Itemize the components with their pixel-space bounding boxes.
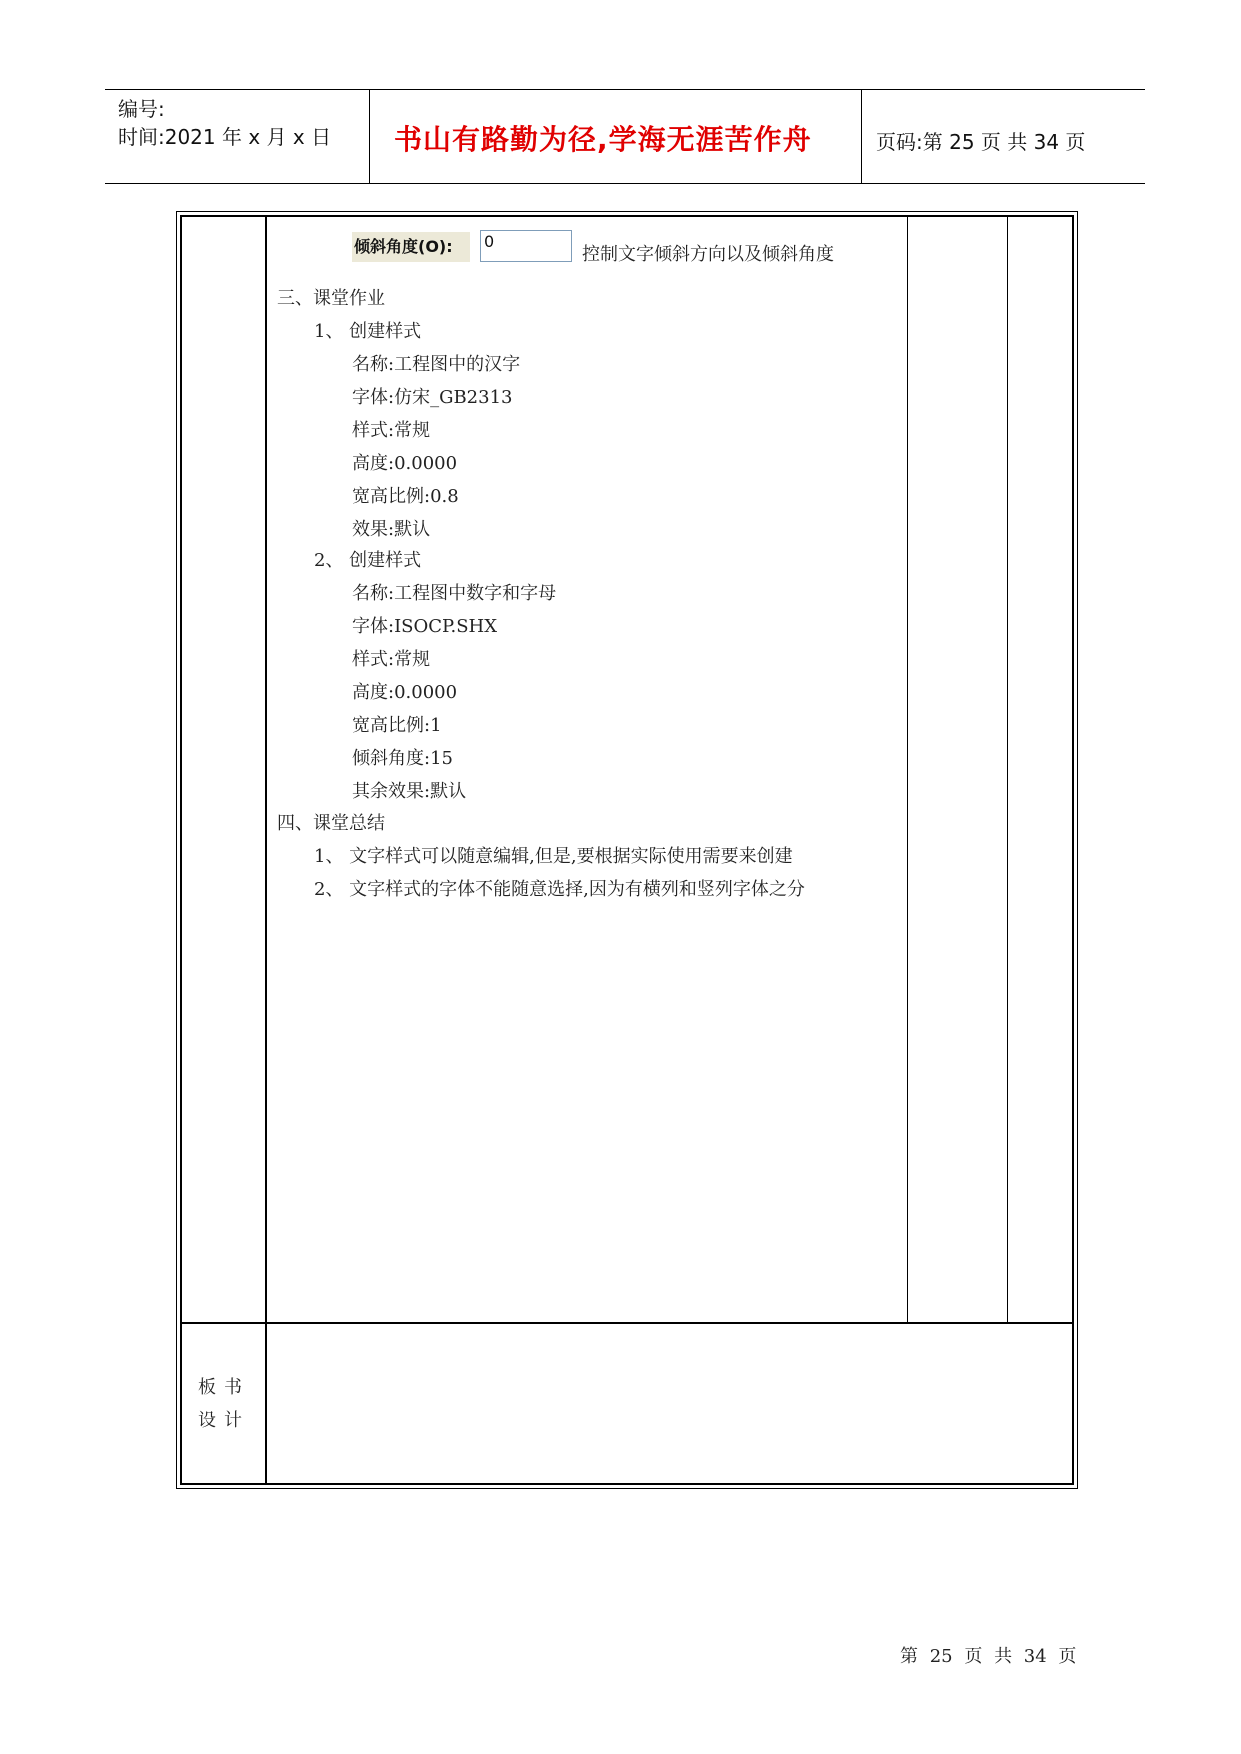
header-bottom-rule [105,183,1145,184]
assignment-2-line: 字体:ISOCP.SHX [352,616,498,637]
table-col-divider-2 [907,215,908,1323]
assignment-1-line: 效果:默认 [352,519,431,540]
section-4-title: 四、课堂总结 [277,813,385,834]
assignment-2-line: 高度:0.0000 [352,682,458,703]
assignment-1-line: 宽高比例:0.8 [352,486,459,507]
oblique-angle-input: 0 [480,230,572,262]
assignment-2-line: 样式:常规 [352,649,431,670]
board-design-label-line2: 设计 [198,1410,250,1431]
summary-item: 1、 文字样式可以随意编辑,但是,要根据实际使用需要来创建 [314,846,793,867]
assignment-2-line: 其余效果:默认 [352,781,467,802]
header-divider-left [369,89,370,184]
assignment-1-line: 样式:常规 [352,420,431,441]
table-col-divider-3 [1007,215,1008,1323]
table-col-divider-1 [265,215,267,1485]
footer-page-number: 第 25 页 共 34 页 [900,1646,1077,1667]
oblique-angle-label: 倾斜角度(O): [352,232,470,262]
board-design-label-line1: 板书 [198,1377,250,1398]
assignment-2-line: 宽高比例:1 [352,715,442,736]
assignment-2-heading: 2、 创建样式 [314,550,422,571]
assignment-2-line: 名称:工程图中数字和字母 [352,583,557,604]
assignment-2-line: 倾斜角度:15 [352,748,453,769]
header-divider-right [861,89,862,184]
assignment-1-line: 字体:仿宋_GB2313 [352,387,513,408]
assignment-1-line: 名称:工程图中的汉字 [352,354,521,375]
section-3-title: 三、课堂作业 [277,288,385,309]
header-page-code: 页码:第 25 页 共 34 页 [876,130,1086,154]
summary-item: 2、 文字样式的字体不能随意选择,因为有横列和竖列字体之分 [314,879,805,900]
header-top-rule [105,89,1145,90]
header-motto: 书山有路勤为径,学海无涯苦作舟 [394,123,812,156]
table-row-divider [180,1322,1074,1324]
assignment-1-line: 高度:0.0000 [352,453,458,474]
assignment-1-heading: 1、 创建样式 [314,321,422,342]
document-time-label: 时间:2021 年 x 月 x 日 [118,125,332,149]
document-number-label: 编号: [118,97,165,121]
oblique-angle-caption: 控制文字倾斜方向以及倾斜角度 [582,244,834,265]
